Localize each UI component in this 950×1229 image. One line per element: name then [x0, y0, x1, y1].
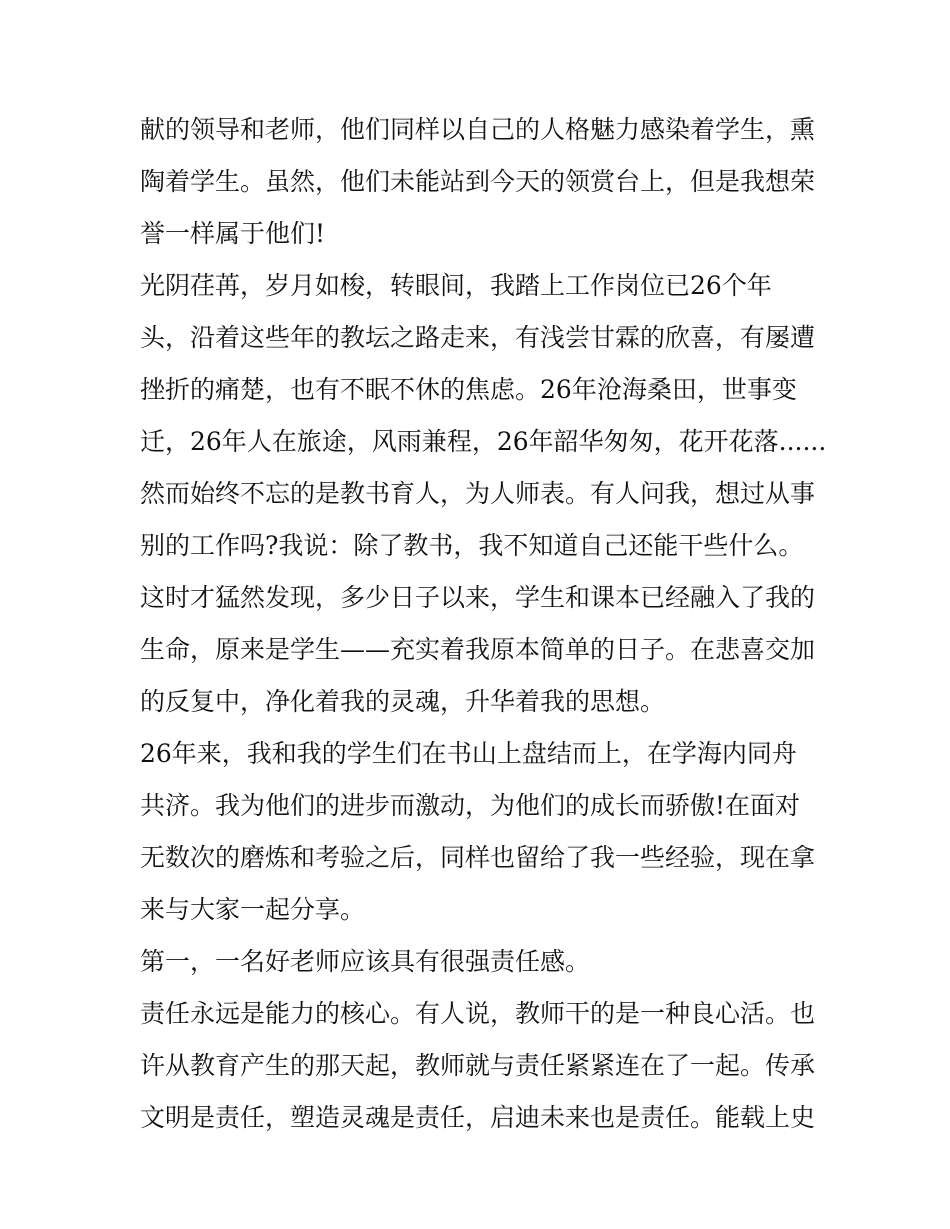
- text-line: 26年来，我和我的学生们在书山上盘结而上，在学海内同舟: [140, 739, 797, 768]
- text-line: 第一，一名好老师应该具有很强责任感。: [140, 947, 591, 976]
- text-line: 别的工作吗?我说：除了教书，我不知道自己还能干些什么。: [140, 531, 804, 560]
- text-line: 许从教育产生的那天起，教师就与责任紧紧连在了一起。传承: [140, 1051, 816, 1080]
- text-line: 生命，原来是学生——充实着我原本简单的日子。在悲喜交加: [140, 635, 816, 664]
- text-line: 无数次的磨炼和考验之后，同样也留给了我一些经验，现在拿: [140, 843, 816, 872]
- text-line: 光阴荏苒，岁月如梭，转眼间，我踏上工作岗位已26个年: [140, 271, 772, 300]
- text-line: 来与大家一起分享。: [140, 895, 366, 924]
- text-line: 头，沿着这些年的教坛之路走来，有浅尝甘霖的欣喜，有屡遭: [140, 323, 816, 352]
- text-line: 挫折的痛楚，也有不眠不休的焦虑。26年沧海桑田，世事变: [140, 375, 797, 404]
- text-line: 责任永远是能力的核心。有人说，教师干的是一种良心活。也: [140, 999, 816, 1028]
- text-line: 陶着学生。虽然，他们未能站到今天的领赏台上，但是我想荣: [140, 167, 816, 196]
- text-line: 的反复中，净化着我的灵魂，升华着我的思想。: [140, 687, 666, 716]
- text-line: 共济。我为他们的进步而激动，为他们的成长而骄傲!在面对: [140, 791, 801, 820]
- text-line: 誉一样属于他们!: [140, 219, 326, 248]
- text-line: 文明是责任，塑造灵魂是责任，启迪未来也是责任。能载上史: [140, 1103, 816, 1132]
- text-line: 献的领导和老师，他们同样以自己的人格魅力感染着学生，熏: [140, 115, 816, 144]
- text-line: 这时才猛然发现，多少日子以来，学生和课本已经融入了我的: [140, 583, 816, 612]
- text-line: 迁，26年人在旅途，风雨兼程，26年韶华匆匆，花开花落......: [140, 427, 827, 456]
- text-line: 然而始终不忘的是教书育人，为人师表。有人问我，想过从事: [140, 479, 816, 508]
